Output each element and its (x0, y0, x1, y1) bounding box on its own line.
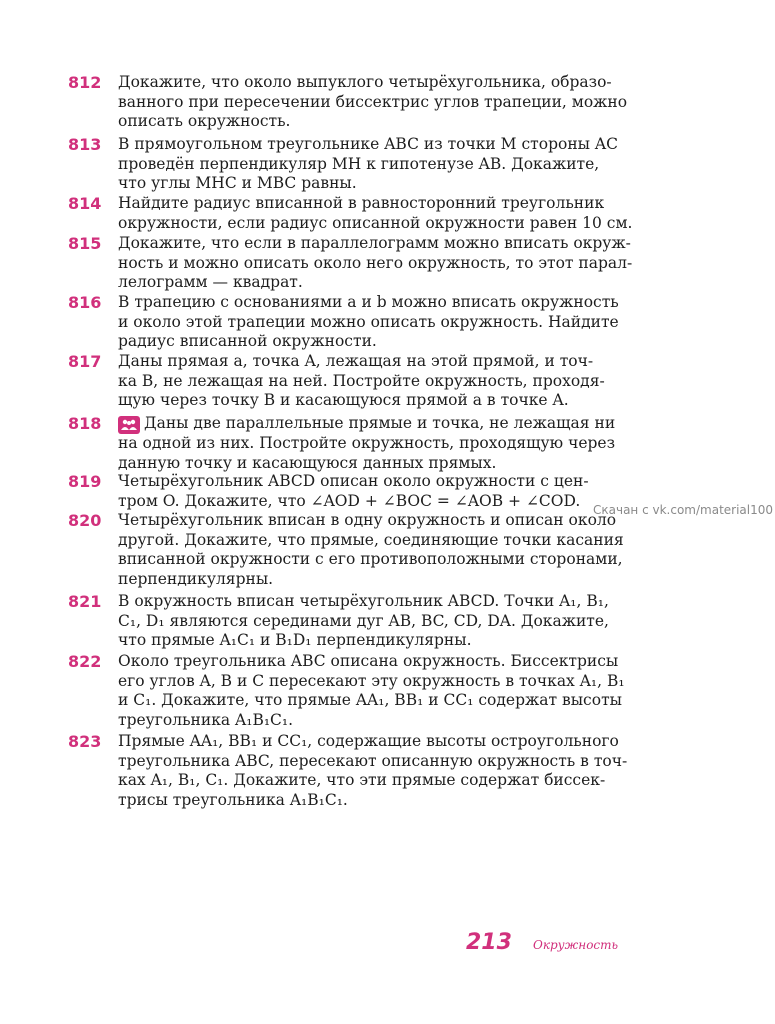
problem-text (118, 414, 688, 473)
text-line: лелограмм — квадрат. (118, 273, 303, 291)
problem-number: 820 (68, 511, 102, 530)
problem-816 (68, 293, 688, 352)
text-line: треугольника ABC, пересекают описанную окружность в точ- (118, 751, 628, 770)
text-line: Прямые AA₁, BB₁ и CC₁, содержащие высоты остроугольного (118, 732, 619, 750)
problem-number: 822 (68, 652, 102, 671)
text-line: его углов A, B и C пересекают эту окружность в точках A₁, B₁ (118, 671, 625, 690)
text-line: Докажите, что если в параллелограмм можно вписать окруж- (118, 234, 631, 252)
text-line: проведён перпендикуляр MH к гипотенузе AB. Докажите, (118, 154, 600, 173)
text-line: ванного при пересечении биссектрис углов трапеции, можно (118, 92, 628, 111)
problem-text (118, 652, 688, 730)
text-line: Около треугольника ABC описана окружность. Биссектрисы (118, 652, 619, 670)
text-line: Найдите радиус вписанной в равносторонний треугольник (118, 194, 605, 212)
text-line: описать окружность. (118, 112, 291, 130)
problem-number: 819 (68, 472, 102, 491)
problem-812 (68, 73, 688, 135)
text-line: ка B, не лежащая на ней. Постройте окружность, проходя- (118, 371, 605, 390)
text-line: и около этой трапеции можно описать окружность. Найдите (118, 312, 619, 331)
problem-text (118, 194, 688, 233)
problem-number: 823 (68, 732, 102, 751)
text-line: окружности, если радиус описанной окружности равен 10 см. (118, 213, 633, 232)
text-line: Докажите, что около выпуклого четырёхугольника, образо- (118, 73, 612, 91)
text-line: и C₁. Докажите, что прямые AA₁, BB₁ и CC₁ содержат высоты (118, 691, 622, 709)
problem-text (118, 293, 688, 352)
text-line (118, 414, 688, 434)
text-line: C₁, D₁ являются серединами дуг AB, BC, CD, DA. Докажите, (118, 611, 609, 630)
problem-number: 821 (68, 592, 102, 611)
problem-number: 817 (68, 352, 102, 371)
problem-list (68, 73, 688, 810)
text-line: ках A₁, B₁, C₁. Докажите, что эти прямые содержат биссек- (118, 771, 606, 789)
text-line: Четырёхугольник вписан в одну окружность и описан около (118, 511, 617, 529)
problem-number: 813 (68, 135, 102, 154)
pair-work-icon (118, 416, 140, 434)
text-line: тром O. Докажите, что ∠AOD + ∠BOC = ∠AOB + ∠COD. (118, 491, 581, 510)
problem-821 (68, 592, 688, 652)
problem-814 (68, 194, 688, 234)
watermark: Скачан с vk.com/material100 (593, 503, 774, 517)
text-line: ность и можно описать около него окружность, то этот парал- (118, 253, 633, 272)
text-line: трисы треугольника A₁B₁C₁. (118, 790, 348, 809)
text-line: Четырёхугольник ABCD описан около окружности с цен- (118, 472, 589, 490)
text-line: В окружность вписан четырёхугольник ABCD. Точки A₁, B₁, (118, 592, 609, 610)
problem-813 (68, 135, 688, 194)
text-line: перпендикулярны. (118, 569, 274, 588)
problem-number: 815 (68, 234, 102, 253)
problem-822 (68, 652, 688, 732)
text-line: Даны прямая a, точка A, лежащая на этой прямой, и точ- (118, 352, 594, 370)
text-line: В прямоугольном треугольнике ABC из точки M стороны AC (118, 135, 618, 153)
problem-815 (68, 234, 688, 293)
page-number: 213 (466, 930, 512, 955)
problem-number: 812 (68, 73, 102, 92)
text-line: данную точку и касающуюся данных прямых. (118, 453, 497, 472)
problem-818 (68, 414, 688, 472)
problem-number: 816 (68, 293, 102, 312)
problem-text (118, 732, 688, 810)
text-line-content: Даны две параллельные прямые и точка, не лежащая ни (144, 414, 616, 432)
problem-text (118, 135, 688, 194)
problem-823 (68, 732, 688, 810)
problem-text (118, 511, 688, 589)
text-line: В трапецию с основаниями a и b можно вписать окружность (118, 293, 619, 311)
text-line: вписанной окружности с его противоположными сторонами, (118, 550, 623, 568)
problem-number: 814 (68, 194, 102, 213)
problem-817 (68, 352, 688, 414)
problem-text (118, 234, 688, 293)
problem-text (118, 352, 688, 411)
problem-820 (68, 511, 688, 592)
problem-text (118, 592, 688, 651)
problem-text (118, 73, 688, 132)
text-line: щую через точку B и касающуюся прямой a в точке A. (118, 391, 569, 409)
section-title: Окружность (533, 938, 619, 952)
text-line: что прямые A₁C₁ и B₁D₁ перпендикулярны. (118, 631, 472, 649)
problem-number: 818 (68, 414, 102, 433)
text-line: что углы MHC и MBC равны. (118, 174, 357, 192)
text-line: на одной из них. Постройте окружность, проходящую через (118, 434, 616, 452)
text-line: треугольника A₁B₁C₁. (118, 710, 294, 729)
text-line: радиус вписанной окружности. (118, 332, 377, 350)
text-line: другой. Докажите, что прямые, соединяющие точки касания (118, 530, 624, 549)
